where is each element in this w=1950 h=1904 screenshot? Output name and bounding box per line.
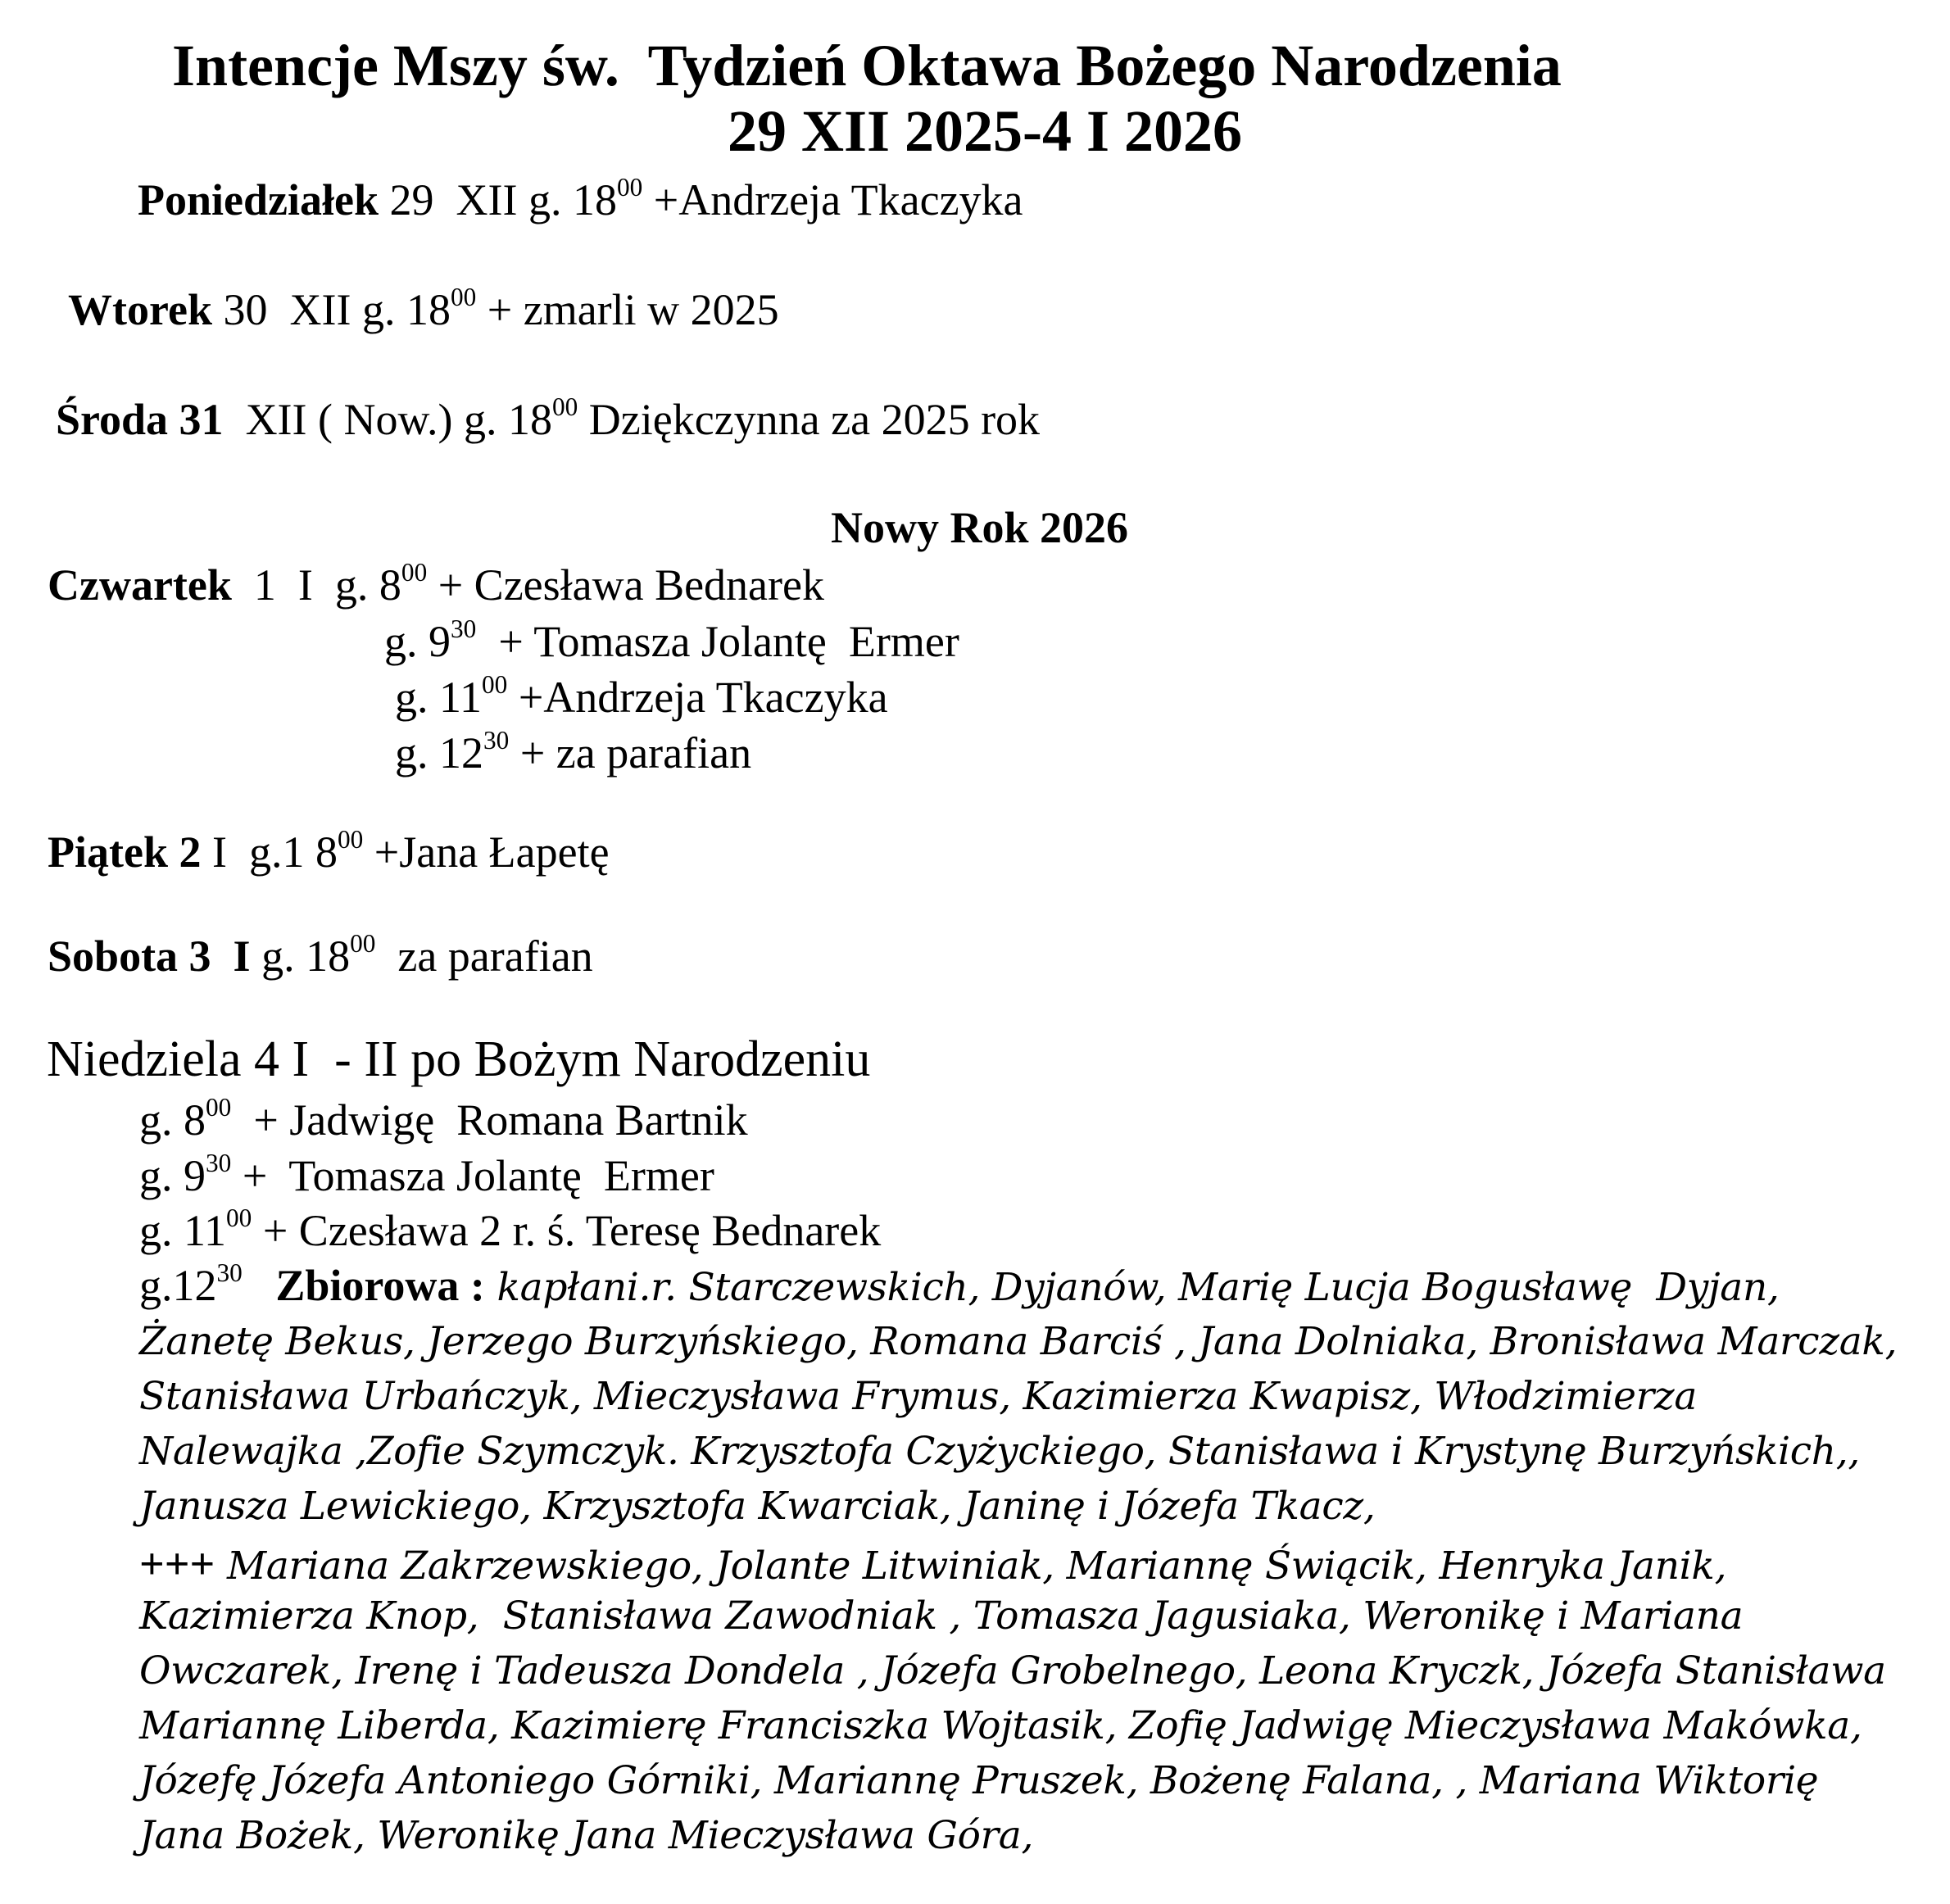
time-minutes: 30 xyxy=(451,614,477,644)
deceased-names: Mariana Zakrzewskiego, Jolante Litwiniak, Mariannę Świącik, Henryka Janik, xyxy=(215,1544,1727,1589)
sunday-mass xyxy=(139,1093,748,1145)
day-date-time: 30 XII g. 18 xyxy=(211,285,451,334)
deceased-names: Jana Bożek, Weronikę Jana Mieczysława Góra, xyxy=(139,1813,1034,1858)
intention: +Andrzeja Tkaczyka xyxy=(642,175,1023,224)
thursday-mass xyxy=(395,670,888,722)
day-name: Sobota 3 I xyxy=(48,932,251,981)
intention: + Czesława Bednarek xyxy=(427,560,824,610)
sunday-heading: Niedziela 4 I - II po Bożym Narodzeniu xyxy=(47,1031,871,1087)
monday-entry xyxy=(138,173,1023,224)
deceased-names: Józefę Józefa Antoniego Górniki, Mariannę Pruszek, Bożenę Falana, , Mariana Wiktorię xyxy=(139,1758,1819,1803)
deceased-line xyxy=(139,1539,1727,1589)
mass-time: g. 9 xyxy=(139,1151,206,1200)
intention: + za parafian xyxy=(509,728,752,777)
collective-label: Zbiorowa : xyxy=(242,1261,485,1310)
day-name: Piątek 2 xyxy=(48,827,202,877)
sunday-mass xyxy=(139,1204,882,1255)
time-minutes: 00 xyxy=(206,1093,232,1122)
collective-names: kapłani.r. Starczewskich, Dyjanów, Marię Lucja Bogusławę Dyjan, xyxy=(484,1265,1780,1310)
mass-time: g. 12 xyxy=(395,728,483,777)
day-date-time: 29 XII g. 18 xyxy=(379,175,617,224)
time-minutes: 00 xyxy=(450,283,477,312)
intention: za parafian xyxy=(375,932,593,981)
page-subtitle-date-range: 29 XII 2025-4 I 2026 xyxy=(728,98,1243,164)
day-date-time: XII ( Now.) g. 18 xyxy=(223,395,552,444)
intention: +Andrzeja Tkaczyka xyxy=(507,673,888,722)
day-name: Czwartek xyxy=(48,560,232,610)
thursday-mass xyxy=(384,614,959,666)
mass-time: g. 9 xyxy=(384,617,451,666)
collective-names: Janusza Lewickiego, Krzysztofa Kwarciak, Janinę i Józefa Tkacz, xyxy=(139,1484,1376,1529)
deceased-names: Owczarek, Irenę i Tadeusza Dondela , Józefa Grobelnego, Leona Kryczk, Józefa Stanisława xyxy=(139,1648,1886,1693)
day-date-time: 1 I g. 8 xyxy=(231,560,401,610)
mass-time: g. 8 xyxy=(139,1095,206,1145)
collective-names: Nalewajka ,Zofie Szymczyk. Krzysztofa Czyżyckiego, Stanisława i Krystynę Burzyńskich,, xyxy=(139,1429,1861,1474)
day-name: Poniedziałek xyxy=(138,175,379,224)
page-title: Intencje Mszy św. Tydzień Oktawa Bożego Narodzenia xyxy=(172,33,1562,98)
deceased-names: Kazimierza Knop, Stanisława Zawodniak , Tomasza Jagusiaka, Weronikę i Mariana xyxy=(139,1593,1744,1639)
day-name: Wtorek xyxy=(68,285,212,334)
time-minutes: 00 xyxy=(350,929,376,959)
time-minutes: 30 xyxy=(216,1258,243,1288)
time-minutes: 30 xyxy=(483,726,510,755)
collective-mass-header xyxy=(139,1258,1780,1310)
mass-time: g.12 xyxy=(139,1261,217,1310)
collective-names: Stanisława Urbańczyk, Mieczysława Frymus, Kazimierza Kwapisz, Włodzimierza xyxy=(139,1374,1698,1419)
intention: + Tomasza Jolantę Ermer xyxy=(476,617,959,666)
tuesday-entry xyxy=(68,283,779,334)
intention: + Tomasza Jolantę Ermer xyxy=(231,1151,714,1200)
new-year-heading: Nowy Rok 2026 xyxy=(831,503,1129,552)
intention: +Jana Łapetę xyxy=(363,827,610,877)
deceased-cross-mark: +++ xyxy=(139,1539,215,1589)
thursday-mass xyxy=(395,726,752,777)
deceased-names: Mariannę Liberda, Kazimierę Franciszka Wojtasik, Zofię Jadwigę Mieczysława Makówka, xyxy=(139,1703,1862,1748)
time-minutes: 00 xyxy=(551,392,578,422)
intention: + Czesława 2 r. ś. Teresę Bednarek xyxy=(252,1206,882,1255)
time-minutes: 00 xyxy=(482,670,508,700)
time-minutes: 00 xyxy=(226,1204,252,1233)
thursday-entry xyxy=(48,558,824,610)
collective-names: Żanetę Bekus, Jerzego Burzyńskiego, Romana Barciś , Jana Dolniaka, Bronisława Marczak, xyxy=(139,1319,1898,1364)
day-date-time: g. 18 xyxy=(250,932,351,981)
mass-time: g. 11 xyxy=(139,1206,226,1255)
mass-time: g. 11 xyxy=(395,673,482,722)
saturday-entry xyxy=(48,929,593,981)
intention: + Jadwigę Romana Bartnik xyxy=(231,1095,748,1145)
time-minutes: 00 xyxy=(401,558,428,587)
day-name: Środa 31 xyxy=(56,395,224,444)
sunday-mass xyxy=(139,1149,714,1200)
friday-entry xyxy=(48,825,610,877)
time-minutes: 00 xyxy=(616,173,643,202)
wednesday-entry xyxy=(56,392,1041,444)
intention: Dziękczynna za 2025 rok xyxy=(578,395,1041,444)
day-date-time: I g.1 8 xyxy=(201,827,338,877)
time-minutes: 30 xyxy=(206,1149,232,1178)
intention: + zmarli w 2025 xyxy=(476,285,779,334)
time-minutes: 00 xyxy=(337,825,364,855)
